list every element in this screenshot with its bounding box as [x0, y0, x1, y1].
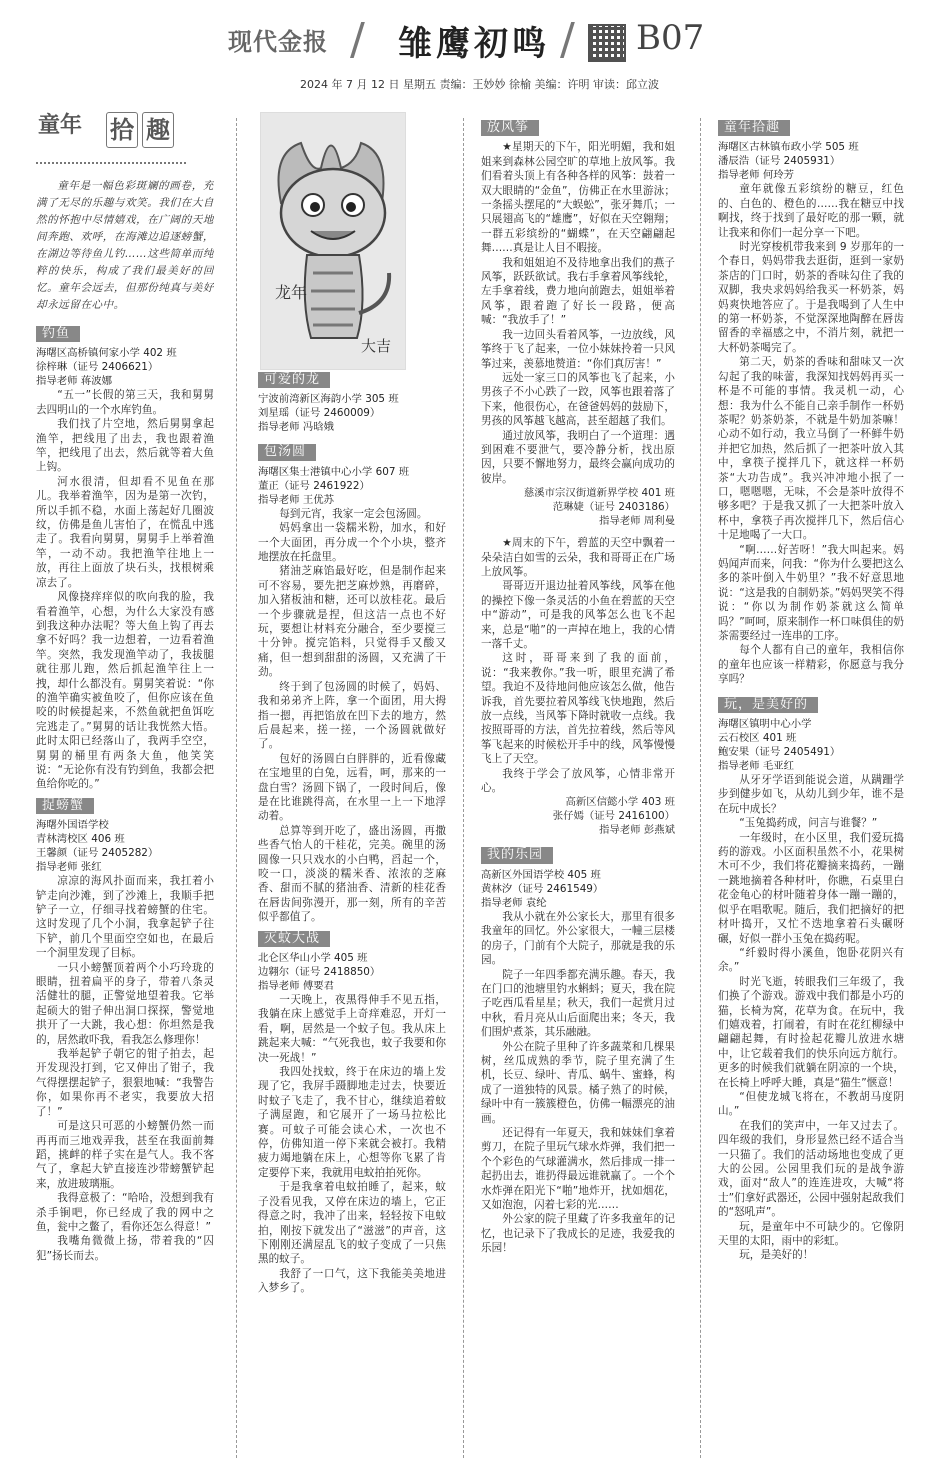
- signature: 慈溪市宗汉街道新界学校 401 班 范琳婕（证号 2403186） 指导老师 周利曼: [523, 487, 675, 528]
- article-body: 从牙牙学语到能说会道，从蹒跚学步到健步如飞，从幼儿到少年，谁不是在玩中成长？ “玉兔捣药成，问言与谁餐？” 一年级时，在小区里，我们爱玩捣药的游戏。小区面积虽然不小，花果树木可不少，我们将花瓣摘来捣药，一蹦一跳地摘着各种材叶，你瞧，石桌里白花金龟心的材叶随着身体一蹦一蹦的，似乎在唱歌呢。随后，我们把摘好的把材叶捣开，又忙不迭地拿着石头碾呀碾，好似一群小玉兔在捣药呢。 “纤毅时得小溪鱼，饱卧花阴兴有余。” 时光飞逝，转眼我们三年级了，我们换了个游戏。游戏中我们都是小巧的猫，长椅为窝，花草为食。在玩中，我们嬉戏着，打闹着，有时在花红柳绿中翩翩起舞，有时捡起花瓣儿放进水塘中，让它载着我们的快乐向远方航行。更多的时候我们就躺在阴凉的一个块，在长椅上呼呼大睡，真是“猫生”惬意！ “但使龙城飞将在，不教胡马度阴山。” 在我们的笑声中，一年又过去了。四年级的我们，身形显然已经不适合当一只猫了。我们的活动场地也变成了更大的公园。公园里我们玩的是战争游戏，面对“敌人”的连连进攻，大喊“将士”们拿好武器还，公园中强射起敌我们的“怒吼声”。 玩，是童年中不可缺少的。它像阴天里的太阳，雨中的彩虹。 玩，是美好的！: [718, 774, 904, 1262]
- column-3: [481, 112, 675, 1464]
- article-body: ★星期天的下午，阳光明媚，我和姐姐来到森林公园空旷的草地上放风筝。我们看着头顶上有各种各样的风筝：鼓着一双大眼睛的“金鱼”，仿佛正在水里游泳；一条摇头摆尾的“大蜈蚣”，张牙舞爪；一只展翅高飞的“雄鹰”，好似在天空翱翔；一群五彩缤纷的“蝴蝶”，在天空翩翩起舞……真是让人目不暇接。 我和姐姐迫不及待地拿出我们的燕子风筝，跃跃欲试。我右手拿着风筝线轮，左手拿着线，费力地向前跑去，姐姐举着风筝，跟着跑了好长一段路，便高喊：“我放手了！” 我一边回头看着风筝，一边放线，风筝终于飞了起来，一位小妹妹拎着一只风筝过来，羡慕地赞道：“你们真厉害！” 远处一家三口的风筝也飞了起来，小男孩子不小心跌了一跤，风筝也跟着落了下来，他很伤心，在爸爸妈妈的鼓励下，男孩的风筝越飞越高，甚至超越了我们。 通过放风筝，我明白了一个道理：遇到困难不要泄气，要冷静分析，找出原因，只要不懈地努力，最终会赢向成功的彼岸。: [481, 141, 675, 485]
- article-body: 凉凉的海风扑面而来，我扛着小铲走向沙滩，到了沙滩上，我顺手把铲子一立，仔细寻找着螃蟹的住宅。这时发现了几个小洞，我拿起铲子往下铲，前几个里面空空如也，在最后一个洞里发现了目标。 一只小螃蟹顶着两个小巧玲珑的眼睛，扭着扁平的身子，带着八条灵活健壮的腿，正警觉地望着我。它举起硕大的钳子伸出洞口探探，警觉地拱开了一大跳，我心想：你坦然是我的，居然敢吓我，看我怎么修理你！ 我举起铲子朝它的钳子拍去，起开发现没打到，它又伸出了钳子，我气得摆摆起铲子，狠狠地喊：“我警告你，如果你再不老实，我要放大招了！” 可是这只可恶的小螃蟹仍然一而再再而三地戏弄我，甚至在我面前舞蹈，挑衅的样子实在是气人。我不客气了，拿起大铲直接连沙带螃蟹铲起来，放进玻璃瓶。 我得意极了：“哈哈，没想到我有杀手锏吧，你已经成了我的网中之鱼，瓮中之鳖了，看你还怎么得意！” 我嘴角微微上扬，带着我的“囚犯”扬长而去。: [36, 875, 214, 1262]
- article-tag: 童年拾趣: [718, 120, 790, 136]
- article-body: “五一”长假的第三天，我和舅舅去四明山的一个水库钓鱼。 我们找了片空地，然后舅舅拿起渔竿，把线甩了出去，我也跟着渔竿，把线甩了出去，然后就等着大鱼上钩。 河水很清，但却看不见鱼在那儿。我举着渔竿，因为是第一次钓，所以手抓不稳，水面上荡起好几圈波纹，仿佛是鱼儿害怕了，在慌乱中逃走了。我看向舅舅，舅舅手上举着渔竿，一动不动。我把渔竿往地上一放，再往上面放了块石头，找根树乘凉去了。 风像挠痒痒似的吹向我的脸，我看着渔竿，心想，为什么大家没有感到我这种办法呢？等大鱼上钩了再去拿不好吗？我一边想着，一边看着渔竿。突然，我发现渔竿动了，我拔腿就往那儿跑，然后抓起渔竿往上一拽，却什么都没有。舅舅笑着说：“你的渔竿确实被鱼咬了，但你应该在鱼咬的时候提起来，不然鱼就把鱼饵吃完逃走了。”舅舅的话让我恍然大悟。此时太阳已经落山了，我两手空空，舅舅的桶里有两条大鱼，他笑笑说：“无论你有没有钓到鱼，我都会把鱼给你吃的。”: [36, 389, 214, 791]
- qr-code-icon[interactable]: [588, 24, 626, 62]
- header-slash: /: [560, 14, 575, 65]
- column-1: [36, 112, 214, 1464]
- art-text-left: 龙年: [275, 283, 308, 302]
- byline: 海曙区高桥镇何家小学 402 班 徐梓琳（证号 2406621） 指导老师 蒋波娜: [36, 347, 177, 388]
- article-tag: 放风筝: [481, 120, 539, 136]
- article-body: 每到元宵，我家一定会包汤圆。 妈妈拿出一袋糯米粉，加水，和好一个大面团，再分成一个个小块，整齐地摆放在托盘里。 猪油芝麻馅最好吃，但是制作起来可不容易，要先把芝麻炒熟，再磨碎，加入猪板油和糖，还可以放桂花。最后一个步骤就是捏，但这洁一点也不好玩，要想让材料充分融合，至少要搅三十分钟。搅完馅料，只觉得手又酸又痛，但一想到甜甜的汤圆，又充满了干劲。 终于到了包汤圆的时候了，妈妈、我和弟弟齐上阵，拿一个面团，用大拇指一摁，再把馅放在凹下去的地方，然后晨起来，搓一搓，一个汤圆就做好了。 包好的汤圆白白胖胖的，近看像藏在宝地里的白兔，远看，呵，那来的一盘白雪？汤圆下锅了，一段时间后，像是在比谁跳得高，在水里一上一下地浮动着。 总算等到开吃了，盛出汤圆，再撒些香气怡人的干桂花，完美。碗里的汤圆像一只只戏水的小白鸭，舀起一个，咬一口，淡淡的糯米香、浓浓的芝麻香、甜而不腻的猪油香、清新的桂花香在唇齿间弥漫开，那一刻，所有的辛苦似乎都值了。: [258, 507, 446, 924]
- art-text-right: 大吉: [361, 337, 392, 355]
- column-title-part2: 拾: [106, 112, 138, 148]
- article-tag: 包汤圆: [258, 444, 316, 460]
- byline: 高新区外国语学校 405 班 黄林汐（证号 2461549） 指导老师 袁纶: [481, 868, 604, 909]
- issue-meta: 2024 年 7 月 12 日 星期五 责编：王妙妙 徐榆 美编：许明 审读：邱立波: [300, 78, 659, 91]
- article-body: 童年就像五彩缤纷的糖豆，红色的、白色的、橙色的……我在糖豆中找啊找，终于找到了最好吃的那一颗，就让我来和你们一起分享一下吧。 时光穿梭机带我来到 9 岁那年的一个春日，妈妈带我去逛街，逛到一家奶茶店的门口时，奶茶的香味勾住了我的双脚，我央求妈妈给我买一杯奶茶，妈妈爽快地答应了。于是我喝到了人生中的第一杯奶茶，不觉深深地陶醉在唇齿留香的幸福感之中，不消片刻，就把一大杯奶茶喝完了。 第二天，奶茶的香味和甜味又一次勾起了我的味蕾，我深知找妈妈再买一杯是不可能的事情。我灵机一动，心想：我为什么不能自己亲手制作一杯奶茶呢？奶茶奶茶，不就是牛奶加茶嘛！心动不如行动，我立马倒了一杯鲜牛奶并把它加热，然后抓了一把茶叶放入其中，拿筷子搅拌几下，就这样一杯奶茶“大功告成”。我兴冲冲地小抿了一口，嗯嗯嗯，无味，不会是茶叶放得不够多吧？于是我又抓了一大把茶叶放入杯中，拿筷子再次搅拌几下，然后信心十足地喝了一大口。 “啊……好苦呀！”我大叫起来。妈妈闻声而来，问我：“你为什么要把这么多的茶叶倒入牛奶里？”我不好意思地说：“这是我的自制奶茶。”妈妈哭笑不得说：“你以为制作奶茶就这么简单吗？”呵呵，原来制作一杯口味俱佳的奶茶需要经过一连串的工序。 每个人都有自己的童年，我相信你的童年也应该一样精彩，你愿意与我分享吗？: [718, 183, 904, 686]
- byline: 海曙区古林镇布政小学 505 班 潘辰浩（证号 2405931） 指导老师 何玲芳: [718, 141, 859, 182]
- dragon-illustration: [261, 113, 405, 369]
- header-slash: /: [350, 14, 365, 65]
- byline: 海曙外国语学校 青林湾校区 406 班 王馨颜（证号 2405282） 指导老师 张红: [36, 819, 159, 874]
- page-number: B07: [636, 18, 705, 58]
- newspaper-brand: 现代金报: [228, 27, 328, 56]
- byline: 海曙区镇明中心小学 云石校区 401 班 鲍安果（证号 2405491） 指导老师 毛亚红: [718, 718, 841, 773]
- article-tag: 灭蚊大战: [258, 931, 330, 947]
- article-tag: 捉螃蟹: [36, 798, 94, 814]
- column-title-part1: 童年: [38, 112, 83, 138]
- title-underline: [36, 162, 186, 164]
- column-2: [258, 112, 446, 1464]
- article-body: 一天晚上，夜黑得伸手不见五指，我躺在床上感觉手上奇痒难忍，开灯一看，啊，居然是一个蚊子包。我从床上跳起来大喊：“气死我也，蚊子我要和你决一死战！” 我四处找蚊，终于在床边的墙上发现了它，我屏手蹑脚地走过去，快要近时蚊子飞走了，我不甘心，继续追着蚊子满屋跑，和它展开了一场马拉松比赛。可蚊子可能会读心术，一次也不停，仿佛知道一停下来就会被打。我精疲力竭地躺在床上，心想等你飞累了肯定要停下来，我就用电蚊拍拍死你。 于是我拿着电蚊拍睡了，起来，蚊子没看见我，又停在床边的墙上，它正得意之时，我冲了出来，轻轻按下电蚊拍，刚按下就发出了“滋滋”的声音，这下刚刚还满屋乱飞的蚊子变成了一只焦黑的蚊子。 我舒了一口气，这下我能美美地进入梦乡了。: [258, 994, 446, 1295]
- article-tag: 可爱的龙: [258, 372, 330, 388]
- signature: 高新区信懿小学 403 班 张仔嫣（证号 2416100） 指导老师 彭燕斌: [552, 796, 675, 837]
- byline: 北仑区华山小学 405 班 边翱尔（证号 2418850） 指导老师 傅要君: [258, 952, 381, 992]
- byline: 海曙区集士港镇中心小学 607 班 董正（证号 2461922） 指导老师 王优苏: [258, 465, 410, 506]
- article-tag: 钓鱼: [36, 326, 80, 342]
- byline: 宁波前湾新区海韵小学 305 班 刘星瑶（证号 2460009） 指导老师 冯晗娥: [258, 393, 399, 434]
- article-body: ★周末的下午，碧蓝的天空中飘着一朵朵洁白如雪的云朵，我和哥哥正在广场上放风筝。 哥哥迈开退边扯着风筝线，风筝在他的操控下像一条灵活的小鱼在碧蓝的天空中“游动”，可是我的风筝怎么也飞不起来，总是“啪”的一声掉在地上，我的心情一落千丈。 这时，哥哥来到了我的面前，说：“我来教你。”我一听，眼里充满了希望。我迫不及待地问他应该怎么做，他告诉我，首先要拉着风筝线飞快地跑，然后放一点线，当风筝下降时就收一点线。我按照哥哥的方法，首先拉着线，然后等风筝飞起来的时候松开手中的线，风筝慢慢飞上了天空。 我终于学会了放风筝，心情非常开心。: [481, 537, 675, 795]
- dragon-drawing: [260, 112, 406, 370]
- page-header: [0, 0, 934, 90]
- column-divider: [463, 118, 464, 1458]
- article-body: 我从小就在外公家长大，那里有很多我童年的回忆。外公家很大，一幢三层楼的房子，门前有个大院子，那就是我的乐园。 院子一年四季都充满乐趣。春天，我在门口的池塘里钓水蝌蚪；夏天，我在院子吃西瓜看星星；秋天，我们一起赏月过中秋，看月亮从山后面爬出来；冬天，我们围炉煮茶，其乐融融。 外公在院子里种了许多蔬菜和几棵果树，丝瓜成熟的季节，院子里充满了生机，长豆、绿叶、青瓜、蜗牛、蜜蜂，构成了一道独特的风景。橘子熟了的时候，绿叶中有一簇簇橙色，仿佛一幅漂亮的油画。 还记得有一年夏天，我和妹妹们拿着剪刀，在院子里玩气球水炸弹，我们把一个个彩色的气球灌满水，然后排成一排一起扔出去，谁扔得最远谁就赢了。一个个水炸弹在阳光下“啪”地炸开，扰如烟花，又如泡泡，闪着七彩的光…… 外公家的院子里藏了许多我童年的记忆，也记录下了我成长的足迹，我爱我的乐园！: [481, 910, 675, 1255]
- intro-text: 童年是一幅色彩斑斓的画卷，充满了无尽的乐趣与欢笑。我们在大自然的怀抱中尽情嬉戏，在广阔的天地间奔跑、欢呼，在海滩边追逐螃蟹，在湖边等待鱼儿钓……这些简单而纯粹的快乐，构成了我们最美好的回忆。童年会远去，但那份纯真与美好却永远留在心中。: [36, 180, 214, 311]
- column-divider: [236, 118, 237, 1458]
- column-4: [718, 112, 904, 1464]
- column-divider: [700, 118, 701, 1458]
- column-title-part3: 趣: [142, 112, 174, 148]
- section-title: 雏鹰初鸣: [398, 24, 550, 64]
- article-tag: 我的乐园: [481, 847, 553, 863]
- column-title: [36, 112, 214, 168]
- article-tag: 玩，是美好的: [718, 697, 818, 713]
